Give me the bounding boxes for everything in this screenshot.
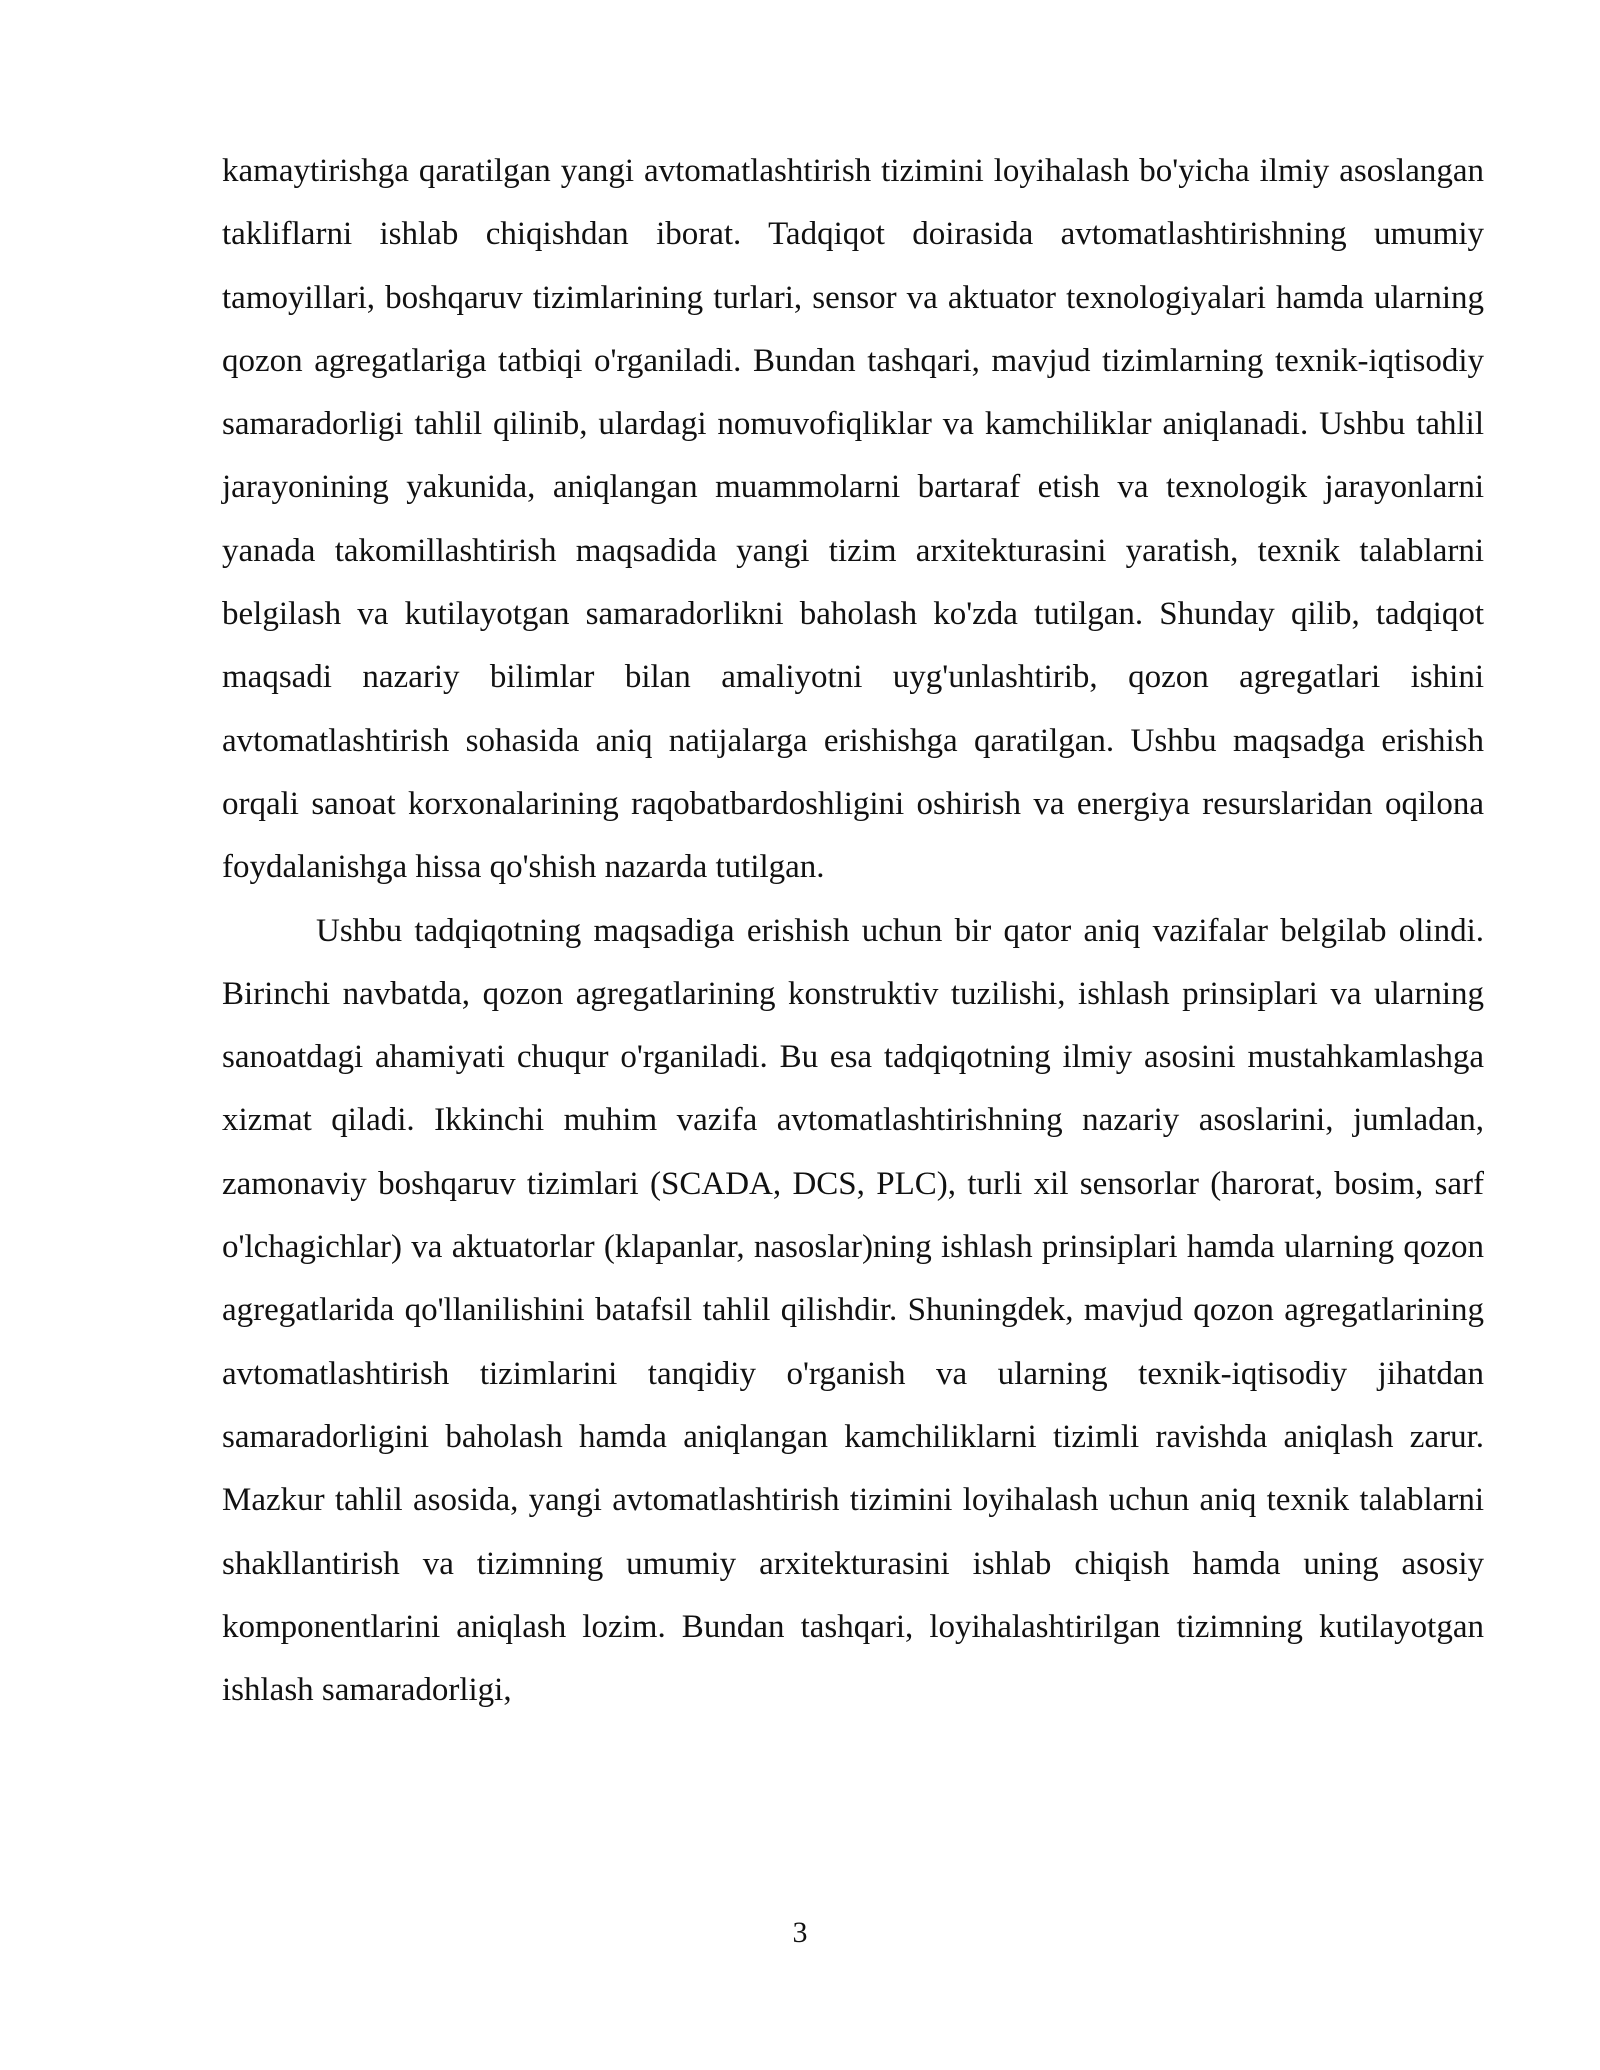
body-text [222, 140, 1484, 1722]
paragraph-continued: kamaytirishga qaratilgan yangi avtomatlashtirish tizimini loyihalash bo'yicha ilmiy asoslangan takliflarni ishlab chiqishdan iborat. Tadqiqot doirasida avtomatlashtirishning umumiy tamoyillari, boshqaruv tizimlarining turlari, sensor va aktuator texnologiyalari hamda ularning qozon agregatlariga tatbiqi o'rganiladi. Bundan tashqari, mavjud tizimlarning texnik-iqtisodiy samaradorligi tahlil qilinib, ulardagi nomuvofiqliklar va kamchiliklar aniqlanadi. Ushbu tahlil jarayonining yakunida, aniqlangan muammolarni bartaraf etish va texnologik jarayonlarni yanada takomillashtirish maqsadida yangi tizim arxitekturasini yaratish, texnik talablarni belgilash va kutilayotgan samaradorlikni baholash ko'zda tutilgan. Shunday qilib, tadqiqot maqsadi nazariy bilimlar bilan amaliyotni uyg'unlashtirib, qozon agregatlari ishini avtomatlashtirish sohasida aniq natijalarga erishishga qaratilgan. Ushbu maqsadga erishish orqali sanoat korxonalarining raqobatbardoshligini oshirish va energiya resurslaridan oqilona foydalanishga hissa qo'shish nazarda tutilgan. [222, 153, 1484, 886]
paragraph-tasks: Ushbu tadqiqotning maqsadiga erishish uchun bir qator aniq vazifalar belgilab olindi. Birinchi navbatda, qozon agregatlarining konstruktiv tuzilishi, ishlash prinsiplari va ularning sanoatdagi ahamiyati chuqur o'rganiladi. Bu esa tadqiqotning ilmiy asosini mustahkamlashga xizmat qiladi. Ikkinchi muhim vazifa avtomatlashtirishning nazariy asoslarini, jumladan, zamonaviy boshqaruv tizimlari (SCADA, DCS, PLC), turli xil sensorlar (harorat, bosim, sarf o'lchagichlar) va aktuatorlar (klapanlar, nasoslar)ning ishlash prinsiplari hamda ularning qozon agregatlarida qo'llanilishini batafsil tahlil qilishdir. Shuningdek, mavjud qozon agregatlarining avtomatlashtirish tizimlarini tanqidiy o'rganish va ularning texnik-iqtisodiy jihatdan samaradorligini baholash hamda aniqlangan kamchiliklarni tizimli ravishda aniqlash zarur. Mazkur tahlil asosida, yangi avtomatlashtirish tizimini loyihalash uchun aniq texnik talablarni shakllantirish va tizimning umumiy arxitekturasini ishlab chiqish hamda uning asosiy komponentlarini aniqlash lozim. Bundan tashqari, loyihalashtirilgan tizimning kutilayotgan ishlash samaradorligi, [222, 912, 1484, 1709]
page-number: 3 [792, 1916, 808, 1949]
